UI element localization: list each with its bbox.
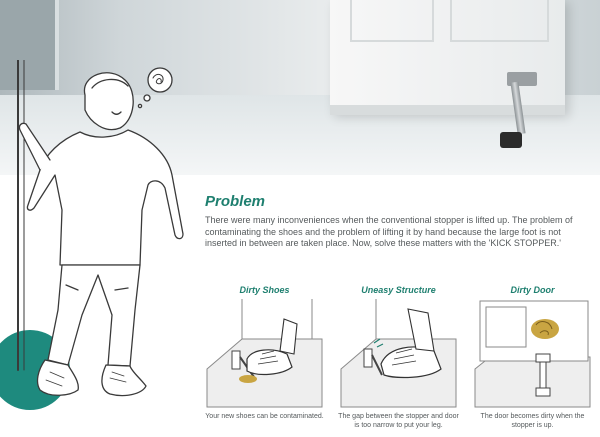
panel-caption: Your new shoes can be contaminated. [205, 413, 324, 420]
dirty-shoes-illustration [202, 299, 327, 409]
panel-dirty-shoes [202, 285, 327, 421]
door-panel [350, 0, 434, 42]
door-panel [450, 0, 549, 42]
door-bottom-edge [330, 105, 565, 115]
panel-illustration [202, 299, 327, 409]
door [330, 0, 565, 115]
panel-title: Dirty Shoes [239, 285, 290, 295]
stopper-rubber-foot [500, 132, 522, 148]
section-title: Problem [205, 193, 266, 210]
panel-caption: The gap between the stopper and door is too narrow to put your leg. [338, 413, 459, 429]
panel-title: Dirty Door [510, 285, 555, 295]
dirty-door-illustration [470, 299, 595, 409]
panel-illustration [470, 299, 595, 409]
panel-title: Uneasy Structure [361, 285, 436, 295]
panel-dirty-door [470, 285, 595, 430]
panel-caption: The door becomes dirty when the stopper is up. [480, 413, 585, 429]
panel-illustration [336, 299, 461, 409]
uneasy-structure-illustration [336, 299, 461, 409]
panel-uneasy-structure [336, 285, 461, 430]
person-illustration [0, 60, 210, 437]
problem-description: There were many inconveniences when the conventional stopper is lifted up. The problem of contaminating the shoes and the problem of lifting it by hand because the large foot is not inserted in between are taken place. Now, solve these matters with the 'KICK STOPPER.' [205, 215, 573, 248]
